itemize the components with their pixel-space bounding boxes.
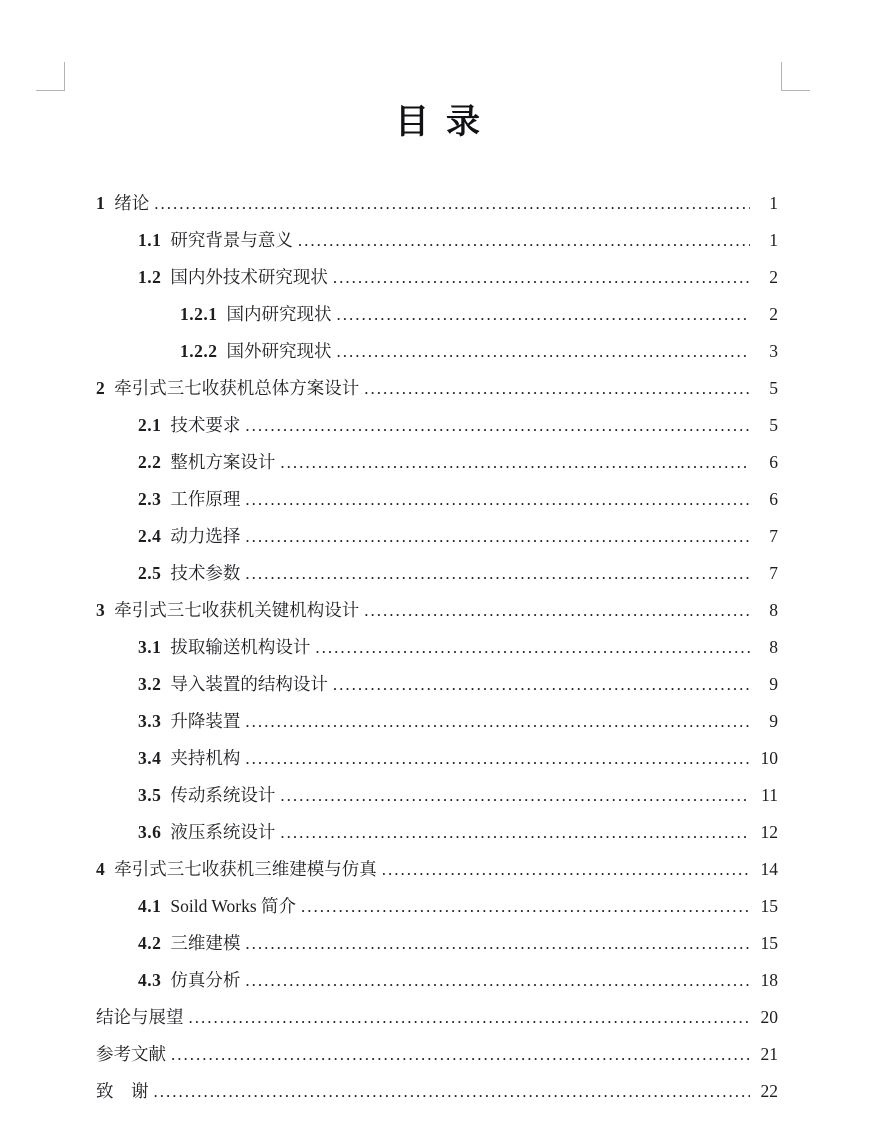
toc-entry[interactable]: [96, 333, 778, 370]
toc-entry-number: 4.1: [138, 896, 162, 916]
toc-entry[interactable]: [96, 777, 778, 814]
toc-entry[interactable]: [96, 259, 778, 296]
toc-entry[interactable]: [96, 370, 778, 407]
toc-entry[interactable]: [96, 962, 778, 999]
toc-entry-label: 国内研究现状: [226, 304, 332, 324]
toc-entry-number: 3.3: [138, 711, 162, 731]
toc-entry-label: 牵引式三七收获机总体方案设计: [114, 378, 360, 398]
toc-entry-label: 参考文献: [96, 1044, 166, 1064]
toc-entry-label: 工作原理: [170, 489, 241, 509]
toc-page-number: 9: [769, 711, 778, 731]
toc-entry-number: 3: [96, 600, 106, 620]
toc-page-number: 2: [769, 267, 778, 287]
toc-page-number: 1: [769, 193, 778, 213]
toc-list: [96, 185, 778, 1110]
toc-entry-number: 2.1: [138, 415, 162, 435]
toc-leader-dots: [364, 592, 750, 629]
toc-entry[interactable]: [96, 518, 778, 555]
toc-entry-label: 研究背景与意义: [170, 230, 293, 250]
toc-entry-number: 1: [96, 193, 106, 213]
toc-leader-dots: [280, 814, 750, 851]
toc-entry-number: 2.2: [138, 452, 162, 472]
toc-leader-dots: [298, 222, 750, 259]
toc-entry-label: 国内外技术研究现状: [170, 267, 328, 287]
toc-entry-number: 2.3: [138, 489, 162, 509]
toc-entry-label: 技术要求: [170, 415, 241, 435]
toc-entry-label: 夹持机构: [170, 748, 241, 768]
toc-leader-dots: [245, 518, 750, 555]
toc-entry-number: 4: [96, 859, 106, 879]
toc-leader-dots: [337, 333, 751, 370]
toc-entry-label: 液压系统设计: [170, 822, 276, 842]
toc-entry[interactable]: [96, 888, 778, 925]
toc-page-number: 15: [760, 896, 778, 916]
toc-entry-number: 4.3: [138, 970, 162, 990]
toc-entry-label: 绪论: [114, 193, 150, 213]
toc-page-number: 14: [760, 859, 778, 879]
toc-page-number: 11: [761, 785, 778, 805]
toc-entry-label: 牵引式三七收获机关键机构设计: [114, 600, 360, 620]
toc-leader-dots: [154, 1073, 751, 1110]
toc-entry-number: 4.2: [138, 933, 162, 953]
toc-page-number: 15: [760, 933, 778, 953]
toc-entry-number: 1.2: [138, 267, 162, 287]
toc-entry-label: 动力选择: [170, 526, 241, 546]
toc-leader-dots: [245, 481, 750, 518]
toc-page-number: 8: [769, 637, 778, 657]
toc-page-number: 12: [760, 822, 778, 842]
toc-entry-label: Soild Works 简介: [170, 896, 297, 916]
toc-entry[interactable]: [96, 703, 778, 740]
toc-page-number: 10: [760, 748, 778, 768]
toc-leader-dots: [245, 407, 750, 444]
toc-entry[interactable]: [96, 407, 778, 444]
toc-entry[interactable]: [96, 925, 778, 962]
toc-leader-dots: [154, 185, 750, 222]
toc-entry-number: 2.5: [138, 563, 162, 583]
toc-leader-dots: [245, 740, 750, 777]
toc-leader-dots: [337, 296, 751, 333]
toc-page-number: 5: [769, 415, 778, 435]
toc-entry-label: 致 谢: [96, 1081, 149, 1101]
toc-page-number: 1: [769, 230, 778, 250]
toc-page-number: 21: [760, 1044, 778, 1064]
toc-entry-label: 传动系统设计: [170, 785, 276, 805]
text-boundary-mark-left: [36, 62, 65, 91]
toc-entry-label: 牵引式三七收获机三维建模与仿真: [114, 859, 377, 879]
toc-leader-dots: [333, 259, 750, 296]
toc-page-number: 7: [769, 526, 778, 546]
toc-entry-number: 3.2: [138, 674, 162, 694]
toc-entry[interactable]: [96, 1036, 778, 1073]
toc-entry-number: 1.2.1: [180, 304, 218, 324]
toc-entry[interactable]: [96, 740, 778, 777]
toc-page-number: 6: [769, 452, 778, 472]
toc-leader-dots: [280, 777, 750, 814]
toc-entry-label: 仿真分析: [170, 970, 241, 990]
toc-entry[interactable]: [96, 814, 778, 851]
toc-entry[interactable]: [96, 592, 778, 629]
toc-leader-dots: [171, 1036, 750, 1073]
toc-entry[interactable]: [96, 222, 778, 259]
toc-entry[interactable]: [96, 851, 778, 888]
toc-page-number: 22: [760, 1081, 778, 1101]
toc-entry[interactable]: [96, 999, 778, 1036]
toc-entry[interactable]: [96, 629, 778, 666]
toc-leader-dots: [245, 555, 750, 592]
toc-entry[interactable]: [96, 555, 778, 592]
toc-page-number: 3: [769, 341, 778, 361]
toc-entry-number: 2: [96, 378, 106, 398]
text-boundary-mark-right: [781, 62, 810, 91]
toc-entry-number: 1.2.2: [180, 341, 218, 361]
toc-entry[interactable]: [96, 666, 778, 703]
toc-leader-dots: [333, 666, 750, 703]
toc-page-number: 2: [769, 304, 778, 324]
toc-entry-number: 3.4: [138, 748, 162, 768]
toc-entry-number: 3.5: [138, 785, 162, 805]
toc-page-number: 9: [769, 674, 778, 694]
toc-entry-label: 整机方案设计: [170, 452, 276, 472]
toc-entry-number: 3.6: [138, 822, 162, 842]
toc-page-number: 20: [760, 1007, 778, 1027]
toc-entry[interactable]: [96, 481, 778, 518]
toc-leader-dots: [280, 444, 750, 481]
toc-entry-number: 2.4: [138, 526, 162, 546]
toc-entry[interactable]: [96, 444, 778, 481]
toc-leader-dots: [245, 962, 750, 999]
toc-entry-label: 国外研究现状: [226, 341, 332, 361]
toc-entry-label: 升降装置: [170, 711, 241, 731]
toc-leader-dots: [245, 703, 750, 740]
toc-entry[interactable]: [96, 296, 778, 333]
toc-page-number: 5: [769, 378, 778, 398]
toc-page-number: 7: [769, 563, 778, 583]
toc-entry-label: 技术参数: [170, 563, 241, 583]
toc-leader-dots: [382, 851, 750, 888]
toc-leader-dots: [301, 888, 750, 925]
toc-entry[interactable]: [96, 185, 778, 222]
toc-page-number: 6: [769, 489, 778, 509]
toc-entry[interactable]: [96, 1073, 778, 1110]
toc-entry-label: 结论与展望: [96, 1007, 184, 1027]
toc-entry-label: 导入装置的结构设计: [170, 674, 328, 694]
toc-entry-number: 3.1: [138, 637, 162, 657]
toc-entry-number: 1.1: [138, 230, 162, 250]
toc-page-number: 18: [760, 970, 778, 990]
toc-leader-dots: [364, 370, 750, 407]
toc-page-number: 8: [769, 600, 778, 620]
toc-leader-dots: [245, 925, 750, 962]
toc-entry-label: 三维建模: [170, 933, 241, 953]
toc-entry-label: 拔取输送机构设计: [170, 637, 311, 657]
toc-leader-dots: [315, 629, 750, 666]
toc-leader-dots: [189, 999, 751, 1036]
page-title: 目 录: [395, 104, 480, 141]
